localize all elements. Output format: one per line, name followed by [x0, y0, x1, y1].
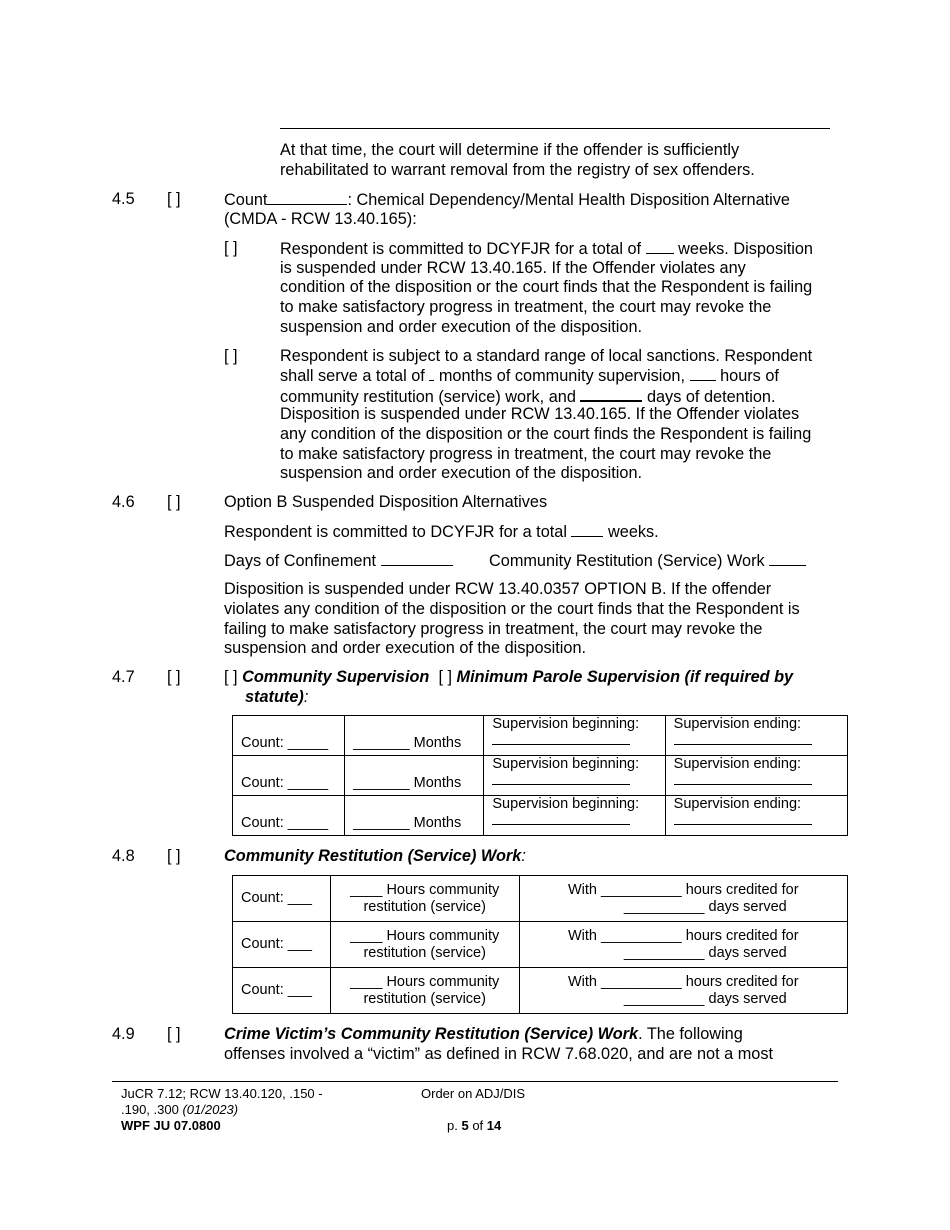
footer-doc-title: Order on ADJ/DIS [421, 1086, 526, 1101]
opt1-line-5: suspension and order execution of the disposition. [280, 318, 643, 336]
days-confinement-label: Days of Confinement [224, 552, 377, 570]
option-b-para-3: failing to make satisfactory progress in treatment, the court may revoke the [224, 620, 763, 638]
opt2-line-7: suspension and order execution of the disposition. [280, 464, 643, 482]
section-number-4-8: 4.8 [112, 847, 135, 865]
begin-label: Supervision beginning: [492, 756, 640, 772]
footer-ref-1: JuCR 7.12; RCW 13.40.120, .150 - [121, 1086, 323, 1101]
hours-blank[interactable] [690, 366, 716, 381]
with-cell[interactable] [519, 876, 847, 922]
table-row [233, 922, 848, 968]
cmda-title: : Chemical Dependency/Mental Health Disposition Alternative [347, 191, 790, 209]
hours-text-2: restitution (service) [363, 990, 486, 1007]
opt2-text-b: months of community supervision, [438, 367, 686, 385]
opt2-line-5: any condition of the disposition or the court finds the Respondent is failing [280, 425, 812, 443]
count-cell[interactable]: Count: ___ [233, 876, 331, 922]
crs-label: Community Restitution (Service) Work [489, 552, 765, 570]
count-cell[interactable]: Count: _____ [233, 796, 345, 836]
begin-cell[interactable] [484, 716, 665, 756]
count-cell[interactable]: Count: _____ [233, 756, 345, 796]
opt1-line-4: to make satisfactory progress in treatment, the court may revoke the [280, 298, 772, 316]
months-cell[interactable]: _______ Months [345, 756, 484, 796]
section-number-4-6: 4.6 [112, 493, 135, 511]
opt1-line-3: condition of the disposition or the court finds that the Respondent is failing [280, 278, 813, 296]
with-text-1: With __________ hours credited for [568, 881, 799, 898]
table-row [233, 796, 848, 836]
supervision-table [232, 715, 848, 836]
opt2-text-d: community restitution (service) work, and [280, 388, 576, 406]
hours-text-2: restitution (service) [363, 898, 486, 915]
table-row [233, 876, 848, 922]
with-text-2: __________ days served [623, 990, 787, 1007]
checkbox-4-6[interactable]: [ ] [167, 493, 181, 511]
opt1-text-a: Respondent is committed to DCYFJR for a total of [280, 240, 642, 258]
opt2-text-c: hours of [720, 367, 779, 385]
days-confinement-blank[interactable] [381, 551, 453, 566]
option-b-text-a: Respondent is committed to DCYFJR for a total [224, 523, 567, 541]
hours-text-1: ____ Hours community [350, 881, 500, 898]
count-cell[interactable]: Count: ___ [233, 922, 331, 968]
opt2-line-6: to make satisfactory progress in treatment, the court may revoke the [280, 445, 772, 463]
detention-days-blank[interactable] [580, 386, 642, 402]
with-cell[interactable] [519, 922, 847, 968]
checkbox-4-7[interactable]: [ ] [167, 668, 181, 686]
crs-blank[interactable] [769, 551, 806, 566]
hours-cell[interactable] [330, 876, 519, 922]
footer-page-number [447, 1118, 501, 1134]
hours-text-2: restitution (service) [363, 944, 486, 961]
opt2-text-a: shall serve a total of [280, 367, 425, 385]
option-b-para-1: Disposition is suspended under RCW 13.40.0357 OPTION B. If the offender [224, 580, 772, 598]
restitution-title [224, 847, 526, 867]
option-b-line-1 [224, 522, 659, 543]
begin-blank[interactable] [492, 738, 630, 745]
footer-form-number: WPF JU 07.0800 [121, 1118, 221, 1133]
end-label: Supervision ending: [673, 796, 802, 812]
option-b-para-2: violates any condition of the disposition or the court finds that the Respondent is [224, 600, 800, 618]
hours-cell[interactable] [330, 922, 519, 968]
opt2-line-1: Respondent is subject to a standard range of local sanctions. Respondent [280, 347, 813, 365]
table-row [233, 968, 848, 1014]
checkbox-4-9[interactable]: [ ] [167, 1025, 181, 1043]
table-row [233, 756, 848, 796]
victim-label: Crime Victim’s Community Restitution (Service) Work [224, 1025, 639, 1043]
end-cell[interactable] [665, 796, 847, 836]
section-number-4-7: 4.7 [112, 668, 135, 686]
count-blank[interactable] [267, 190, 347, 205]
months-blank[interactable] [429, 366, 434, 381]
with-text-1: With __________ hours credited for [568, 973, 799, 990]
end-label: Supervision ending: [673, 716, 802, 732]
victim-text-1: . The following [638, 1025, 743, 1043]
with-text-1: With __________ hours credited for [568, 927, 799, 944]
count-cell[interactable]: Count: _____ [233, 716, 345, 756]
end-blank[interactable] [674, 738, 812, 745]
with-text-2: __________ days served [623, 898, 787, 915]
opt1-line-1 [280, 239, 813, 260]
restitution-colon: : [521, 847, 526, 865]
end-blank[interactable] [674, 818, 812, 825]
with-cell[interactable] [519, 968, 847, 1014]
count-label: Count [224, 191, 268, 209]
begin-blank[interactable] [492, 778, 630, 785]
option-b-title: Option B Suspended Disposition Alternatives [224, 493, 548, 511]
page-of: of [472, 1118, 484, 1133]
footer-ref-2a: .190, .300 [121, 1102, 179, 1117]
cs-checkbox[interactable]: [ ] [224, 668, 238, 686]
cmda-title-2: (CMDA - RCW 13.40.165): [224, 210, 417, 228]
victim-text-2: offenses involved a “victim” as defined in RCW 7.68.020, and are not a most [224, 1045, 774, 1063]
end-blank[interactable] [674, 778, 812, 785]
opt2-text-e: days of detention. [646, 388, 776, 406]
page-total: 14 [486, 1118, 502, 1133]
end-label: Supervision ending: [673, 756, 802, 772]
mps-label: Minimum Parole Supervision (if required by [456, 668, 794, 686]
months-cell[interactable]: _______ Months [345, 716, 484, 756]
restitution-table [232, 875, 848, 1014]
opt2-line-4: Disposition is suspended under RCW 13.40.165. If the Offender violates [280, 405, 800, 423]
footer-date: (01/2023) [182, 1102, 239, 1117]
hours-text-1: ____ Hours community [350, 973, 500, 990]
victim-title [224, 1025, 743, 1045]
restitution-label: Community Restitution (Service) Work [224, 847, 522, 865]
with-text-2: __________ days served [623, 944, 787, 961]
months-cell[interactable]: _______ Months [345, 796, 484, 836]
supervision-title [224, 668, 793, 688]
opt2-line-2 [280, 366, 779, 387]
checkbox-4-5-opt1[interactable]: [ ] [224, 239, 238, 257]
begin-label: Supervision beginning: [492, 796, 640, 812]
weeks-blank[interactable] [646, 239, 674, 254]
page-current: 5 [461, 1118, 469, 1133]
footer-ref-2 [121, 1102, 238, 1118]
table-row [233, 716, 848, 756]
opt1-text-b: weeks. Disposition [678, 240, 813, 258]
footer-rule [112, 1081, 838, 1082]
checkbox-4-5[interactable]: [ ] [167, 190, 181, 208]
section-4-5-title [224, 190, 790, 211]
checkbox-4-5-opt2[interactable]: [ ] [224, 347, 238, 365]
top-rule [280, 128, 830, 129]
hours-text-1: ____ Hours community [350, 927, 500, 944]
mps-colon: : [303, 688, 309, 706]
mps-label-2: statute) [245, 688, 304, 706]
begin-blank[interactable] [492, 818, 630, 825]
cs-label: Community Supervision [242, 668, 430, 686]
supervision-title-2 [245, 688, 308, 708]
end-cell[interactable] [665, 716, 847, 756]
option-b-weeks-blank[interactable] [571, 522, 603, 537]
top-text-1: At that time, the court will determine if the offender is sufficiently [280, 141, 740, 159]
mps-checkbox[interactable]: [ ] [438, 668, 453, 686]
option-b-text-b: weeks. [608, 523, 659, 541]
count-cell[interactable]: Count: ___ [233, 968, 331, 1014]
hours-cell[interactable] [330, 968, 519, 1014]
page-prefix: p. [447, 1118, 458, 1133]
section-number-4-9: 4.9 [112, 1025, 135, 1043]
option-b-line-2 [224, 551, 453, 572]
section-number-4-5: 4.5 [112, 190, 135, 208]
begin-label: Supervision beginning: [492, 716, 640, 732]
option-b-crs [489, 551, 806, 572]
end-cell[interactable] [665, 756, 847, 796]
begin-cell[interactable] [484, 756, 665, 796]
begin-cell[interactable] [484, 796, 665, 836]
opt1-line-2: is suspended under RCW 13.40.165. If the Offender violates any [280, 259, 746, 277]
option-b-para-4: suspension and order execution of the disposition. [224, 639, 587, 657]
checkbox-4-8[interactable]: [ ] [167, 847, 181, 865]
top-text-2: rehabilitated to warrant removal from the registry of sex offenders. [280, 161, 755, 179]
